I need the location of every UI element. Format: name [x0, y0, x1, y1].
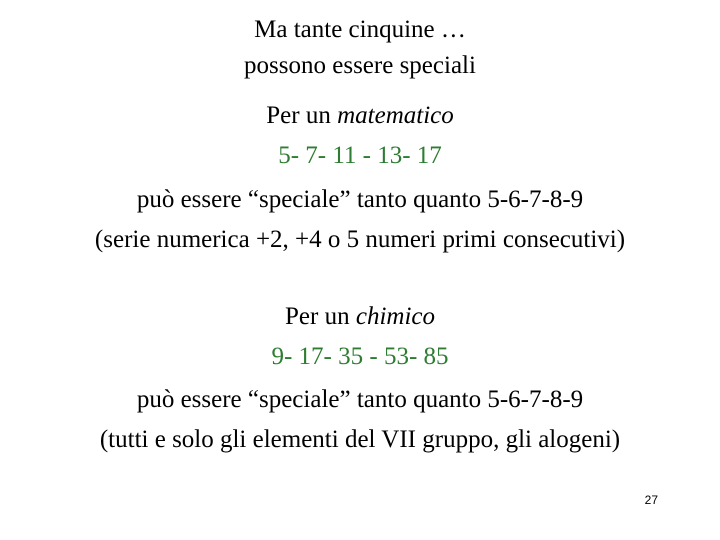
chem-note: (tutti e solo gli elementi del VII gruppo, gli alogeni) [99, 426, 621, 453]
page-number: 27 [644, 493, 658, 507]
chem-heading [0, 302, 720, 332]
math-heading-emphasis: matematico [337, 102, 454, 129]
math-note: (serie numerica +2, +4 o 5 numeri primi consecutivi) [94, 226, 626, 253]
title-line-2: possono essere speciali [244, 52, 476, 79]
chem-sequence: 9- 17- 35 - 53- 85 [271, 343, 449, 370]
chem-heading-emphasis: chimico [355, 303, 435, 330]
title-line-1: Ma tante cinquine … [254, 16, 466, 43]
chem-comparison: può essere “speciale” tanto quanto 5-6-7-8-9 [136, 386, 584, 413]
math-sequence: 5- 7- 11 - 13- 17 [278, 142, 442, 169]
math-comparison: può essere “speciale” tanto quanto 5-6-7-8-9 [136, 186, 584, 213]
chem-heading-prefix: Per un [285, 303, 356, 330]
math-heading-prefix: Per un [266, 102, 338, 129]
math-heading [0, 101, 720, 131]
